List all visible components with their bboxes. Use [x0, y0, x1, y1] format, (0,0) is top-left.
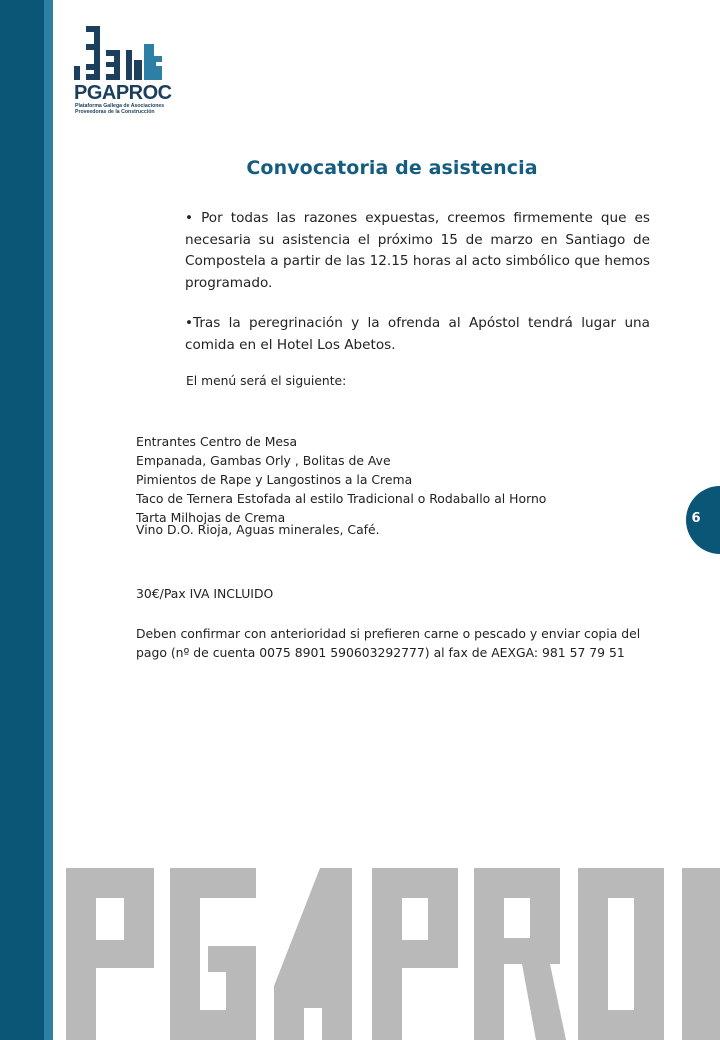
pgaproc-watermark-icon: [60, 868, 720, 1040]
price-line: 30€/Pax IVA INCLUIDO: [136, 586, 274, 601]
logo-subtitle-line-2: Proveedoras de la Construcción: [75, 108, 155, 115]
logo-subtitle-line-1: Plataforma Gallega de Asociaciones: [75, 103, 165, 109]
menu-item: Taco de Ternera Estofada al estilo Tradicional o Rodaballo al Horno: [136, 491, 547, 506]
menu-item: Pimientos de Rape y Langostinos a la Crema: [136, 472, 413, 487]
confirmation-note: Deben confirmar con anterioridad si prefieren carne o pescado y enviar copia del pago (nº de cuenta 0075 8901 590603292777) al fax de AEXGA: 981 57 79 51: [136, 626, 641, 660]
page-number: 6: [691, 511, 701, 526]
left-sidebar-edge: [44, 0, 53, 1040]
logo-name: PGAPROC: [74, 82, 172, 104]
menu-item: Tarta Milhojas de Crema: [136, 510, 286, 525]
drinks-line: Vino D.O. Rioja, Aguas minerales, Café.: [136, 522, 380, 537]
logo-subtitle: [75, 104, 164, 116]
menu-item: Entrantes Centro de Mesa: [136, 434, 298, 449]
paragraph-meal: •Tras la peregrinación y la ofrenda al Apóstol tendrá lugar una comida en el Hotel Los Abetos.: [185, 315, 650, 353]
menu-list: [136, 432, 546, 527]
menu-item: Empanada, Gambas Orly , Bolitas de Ave: [136, 453, 391, 468]
paragraph-attendance: • Por todas las razones expuestas, creemos firmemente que es necesaria su asistencia el próximo 15 de marzo en Santiago de Compostela a partir de las 12.15 horas al acto simbólico que hemos programado.: [185, 210, 650, 291]
menu-intro: El menú será el siguiente:: [186, 374, 347, 388]
page-title: Convocatoria de asistencia: [246, 157, 538, 179]
left-sidebar-bar: [0, 0, 44, 1040]
